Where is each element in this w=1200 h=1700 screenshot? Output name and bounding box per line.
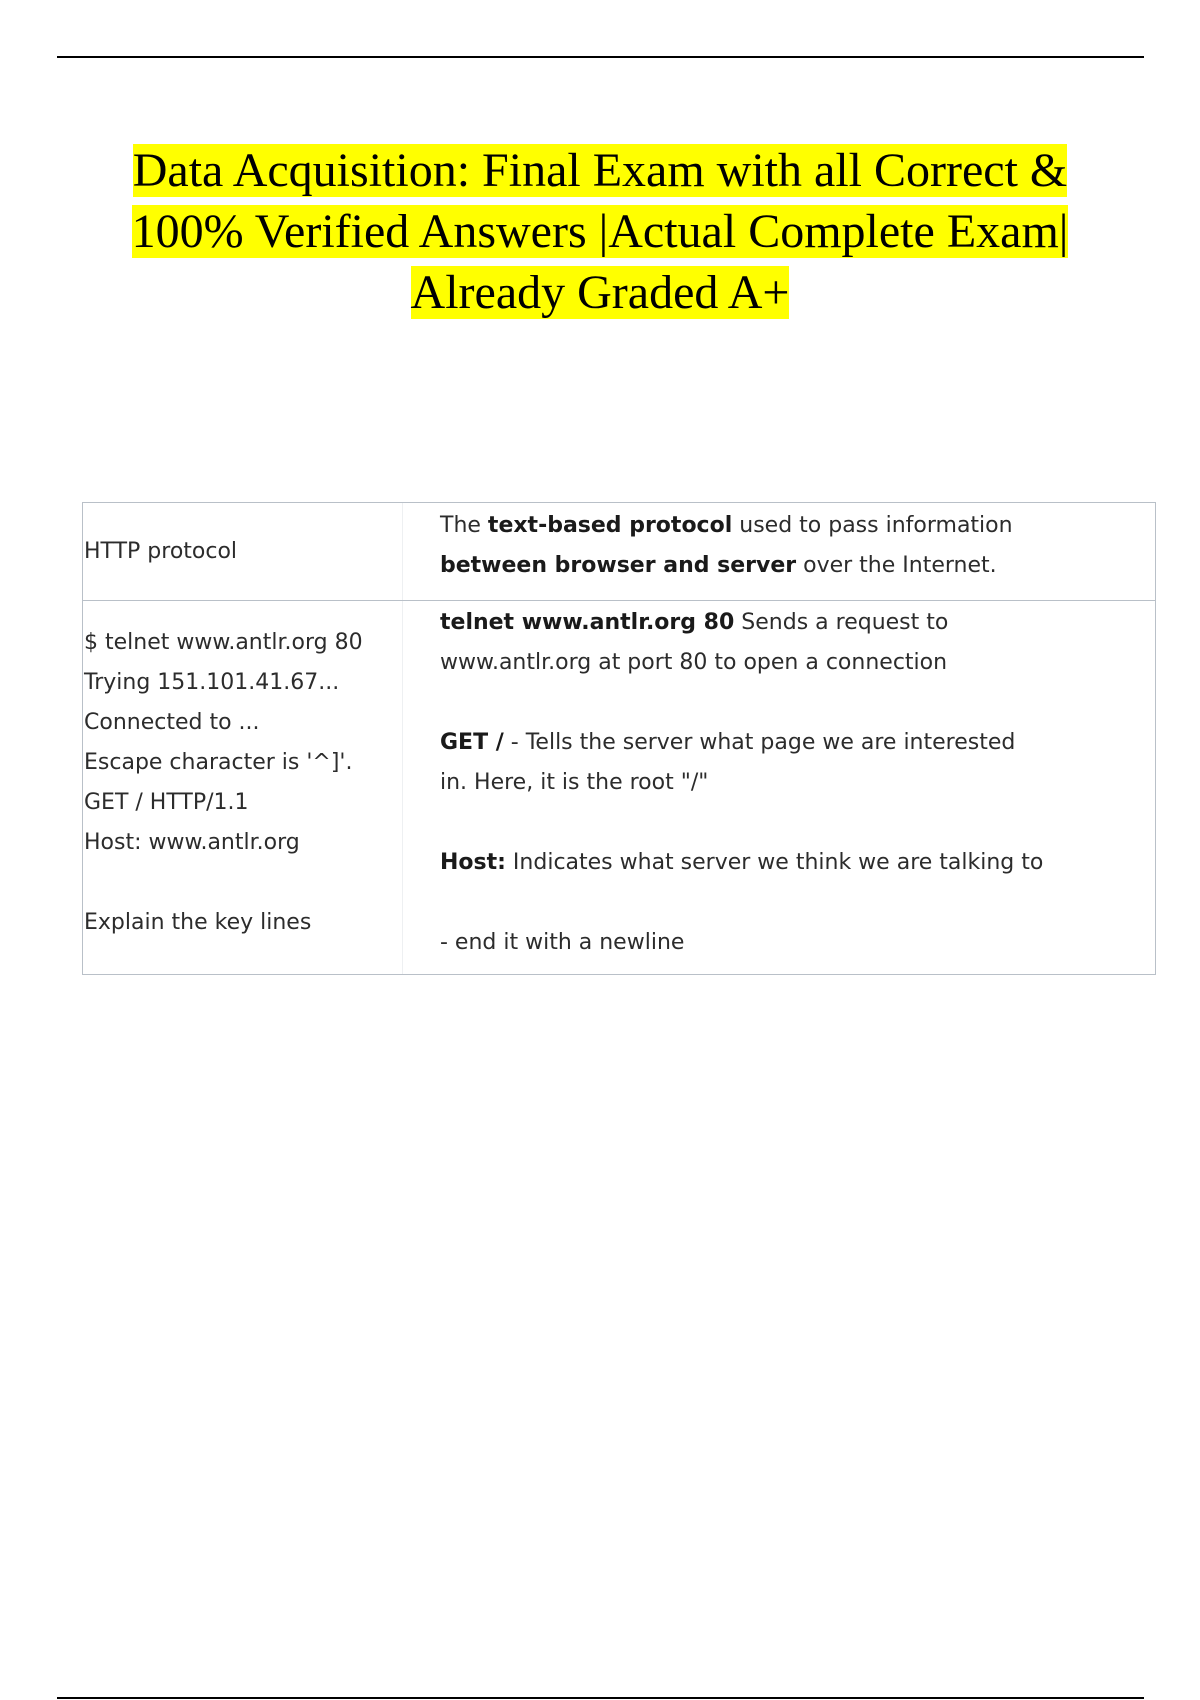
card-term xyxy=(83,503,403,600)
card-definition xyxy=(403,601,1155,974)
title-line-1: Data Acquisition: Final Exam with all Correct & xyxy=(132,144,1068,197)
term-text: HTTP protocol xyxy=(84,538,238,564)
term-spacer xyxy=(84,863,402,903)
flashcard-table xyxy=(82,502,1156,975)
title-line-3: Already Graded A+ xyxy=(410,266,790,319)
term-line: Trying 151.101.41.67... xyxy=(84,670,340,695)
definition-spacer xyxy=(440,803,1155,843)
definition-line: between browser and server over the Internet. xyxy=(440,553,997,578)
definition-line: Host: Indicates what server we think we are talking to xyxy=(440,850,1044,875)
definition-line: www.antlr.org at port 80 to open a connection xyxy=(440,650,948,675)
term-line: GET / HTTP/1.1 xyxy=(84,790,249,815)
bottom-rule xyxy=(57,1697,1144,1699)
term-line: Host: www.antlr.org xyxy=(84,830,300,855)
card-row xyxy=(83,503,1155,601)
card-row xyxy=(83,601,1155,974)
definition-spacer xyxy=(440,883,1155,923)
term-line: $ telnet www.antlr.org 80 xyxy=(84,630,363,655)
card-term xyxy=(83,601,403,974)
definition-spacer xyxy=(440,683,1155,723)
definition-line: telnet www.antlr.org 80 Sends a request to xyxy=(440,610,949,635)
definition-line: - end it with a newline xyxy=(440,930,685,955)
title-line-2: 100% Verified Answers |Actual Complete Exam| xyxy=(131,205,1069,258)
definition-line: in. Here, it is the root "/" xyxy=(440,770,709,795)
term-line: Connected to ... xyxy=(84,710,260,735)
document-title xyxy=(60,140,1140,323)
card-definition xyxy=(403,503,1155,600)
top-rule xyxy=(57,56,1144,58)
term-line: Escape character is '^]'. xyxy=(84,750,353,775)
definition-line: The text-based protocol used to pass information xyxy=(440,513,1013,538)
definition-line: GET / - Tells the server what page we are interested xyxy=(440,730,1016,755)
term-prompt: Explain the key lines xyxy=(84,910,312,935)
